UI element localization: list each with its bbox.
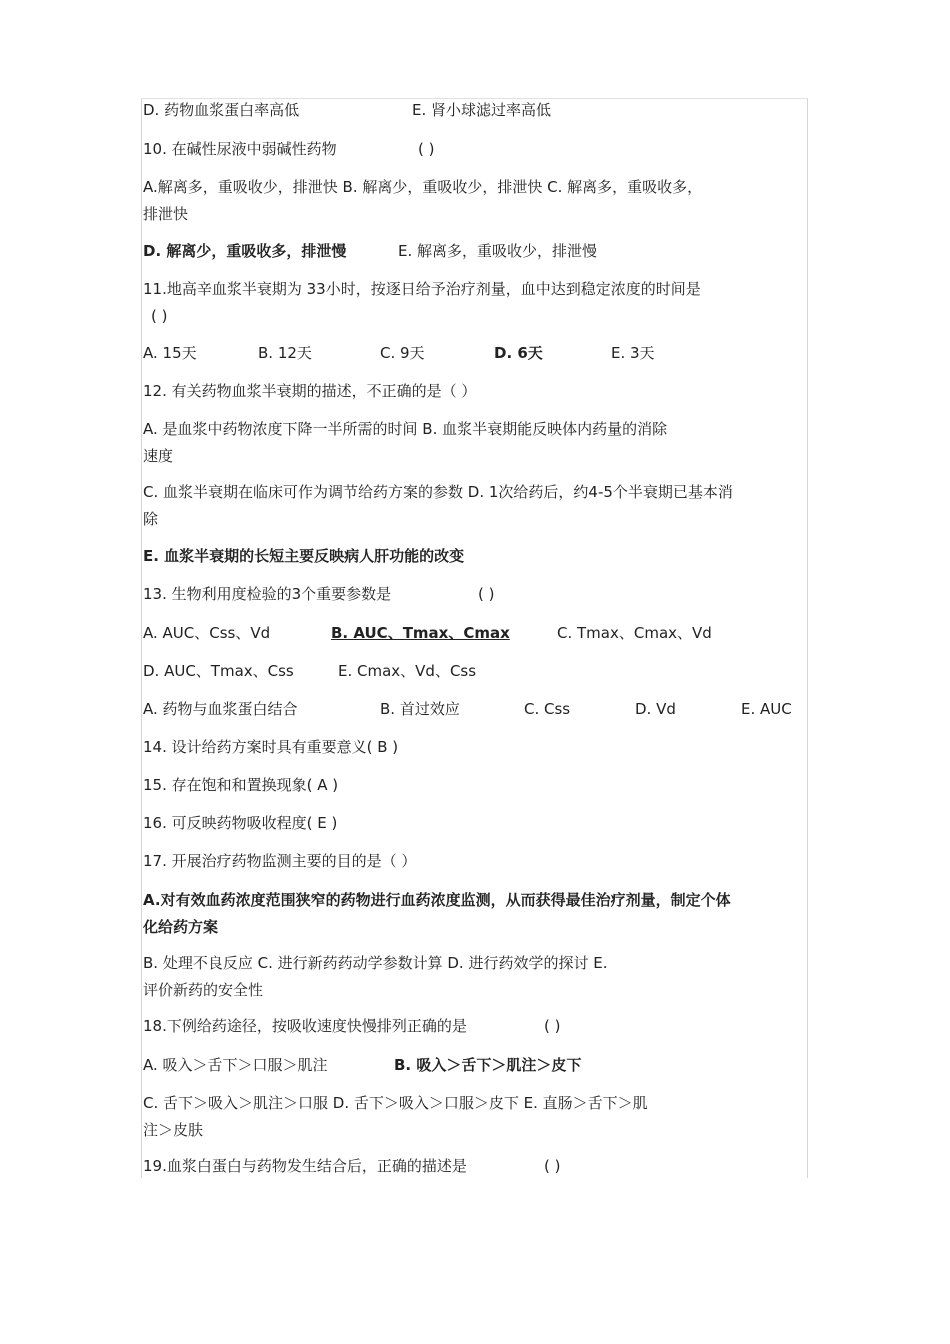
- q13-option-e: E. Cmax、Vd、Css: [338, 662, 477, 680]
- q13-option-d: D. AUC、Tmax、Css: [143, 662, 294, 680]
- q10-options-line: A.解离多，重吸收少，排泄快 B. 解离少，重吸收少，排泄快 C. 解离多，重吸收多，: [143, 178, 703, 196]
- q10-options-line-end: 排泄快: [143, 205, 189, 223]
- q18-option-b-answer: B. 吸入＞舌下＞肌注＞皮下: [394, 1056, 582, 1074]
- shared-option-b: B. 首过效应: [380, 700, 460, 718]
- q11-option-a: A. 15天: [143, 344, 197, 362]
- q13-stem: 13. 生物利用度检验的3个重要参数是: [143, 585, 392, 603]
- q12-options-ab: A. 是血浆中药物浓度下降一半所需的时间 B. 血浆半衰期能反映体内药量的消除: [143, 420, 668, 438]
- q9-option-e: E. 肾小球滤过率高低: [412, 101, 552, 119]
- q11-option-d-answer: D. 6天: [494, 344, 543, 362]
- q14: 14. 设计给药方案时具有重要意义( B ): [143, 738, 399, 756]
- q17-option-a-answer: A.对有效血药浓度范围狭窄的药物进行血药浓度监测，从而获得最佳治疗剂量，制定个体: [143, 891, 731, 909]
- q9-option-d: D. 药物血浆蛋白率高低: [143, 101, 300, 119]
- shared-option-a: A. 药物与血浆蛋白结合: [143, 700, 298, 718]
- q15: 15. 存在饱和和置换现象( A ): [143, 776, 339, 794]
- q19-paren: ( ): [544, 1157, 561, 1175]
- q12-options-cd-end: 除: [143, 510, 159, 528]
- q11-option-e: E. 3天: [611, 344, 655, 362]
- q11-paren: ( ): [151, 307, 168, 325]
- q10-stem: 10. 在碱性尿液中弱碱性药物: [143, 140, 337, 158]
- q17-option-e-end: 评价新药的安全性: [143, 981, 264, 999]
- q16: 16. 可反映药物吸收程度( E ): [143, 814, 338, 832]
- q12-options-cd: C. 血浆半衰期在临床可作为调节给药方案的参数 D. 1次给药后，约4-5个半衰期已基本消: [143, 483, 733, 501]
- shared-option-c: C. Css: [524, 700, 571, 718]
- q12-stem: 12. 有关药物血浆半衰期的描述，不正确的是（ ）: [143, 382, 477, 400]
- q11-option-b: B. 12天: [258, 344, 312, 362]
- q18-option-e-end: 注＞皮肤: [143, 1121, 204, 1139]
- q19-stem: 19.血浆白蛋白与药物发生结合后，正确的描述是: [143, 1157, 467, 1175]
- q18-option-a: A. 吸入＞舌下＞口服＞肌注: [143, 1056, 328, 1074]
- q13-option-c: C. Tmax、Cmax、Vd: [557, 624, 712, 642]
- q18-stem: 18.下例给药途径，按吸收速度快慢排列正确的是: [143, 1017, 467, 1035]
- q10-option-e: E. 解离多，重吸收少，排泄慢: [398, 242, 598, 260]
- q17-options-bcd: B. 处理不良反应 C. 进行新药药动学参数计算 D. 进行药效学的探讨 E.: [143, 954, 608, 972]
- q17-stem: 17. 开展治疗药物监测主要的目的是（ ）: [143, 852, 417, 870]
- q10-paren: ( ): [418, 140, 435, 158]
- q13-paren: ( ): [478, 585, 495, 603]
- q17-option-a-answer-end: 化给药方案: [143, 918, 219, 936]
- q12-option-e-answer: E. 血浆半衰期的长短主要反映病人肝功能的改变: [143, 547, 465, 565]
- q18-paren: ( ): [544, 1017, 561, 1035]
- q10-option-d-answer: D. 解离少，重吸收多，排泄慢: [143, 242, 347, 260]
- q13-option-a: A. AUC、Css、Vd: [143, 624, 271, 642]
- q18-options-cde: C. 舌下＞吸入＞肌注＞口服 D. 舌下＞吸入＞口服＞皮下 E. 直肠＞舌下＞肌: [143, 1094, 648, 1112]
- q13-option-b-answer: B. AUC、Tmax、Cmax: [331, 624, 510, 642]
- q11-stem: 11.地高辛血浆半衰期为 33小时，按逐日给予治疗剂量，血中达到稳定浓度的时间是: [143, 280, 701, 298]
- q12-options-ab-end: 速度: [143, 447, 174, 465]
- shared-option-e: E. AUC: [741, 700, 792, 718]
- shared-option-d: D. Vd: [635, 700, 676, 718]
- q11-option-c: C. 9天: [380, 344, 425, 362]
